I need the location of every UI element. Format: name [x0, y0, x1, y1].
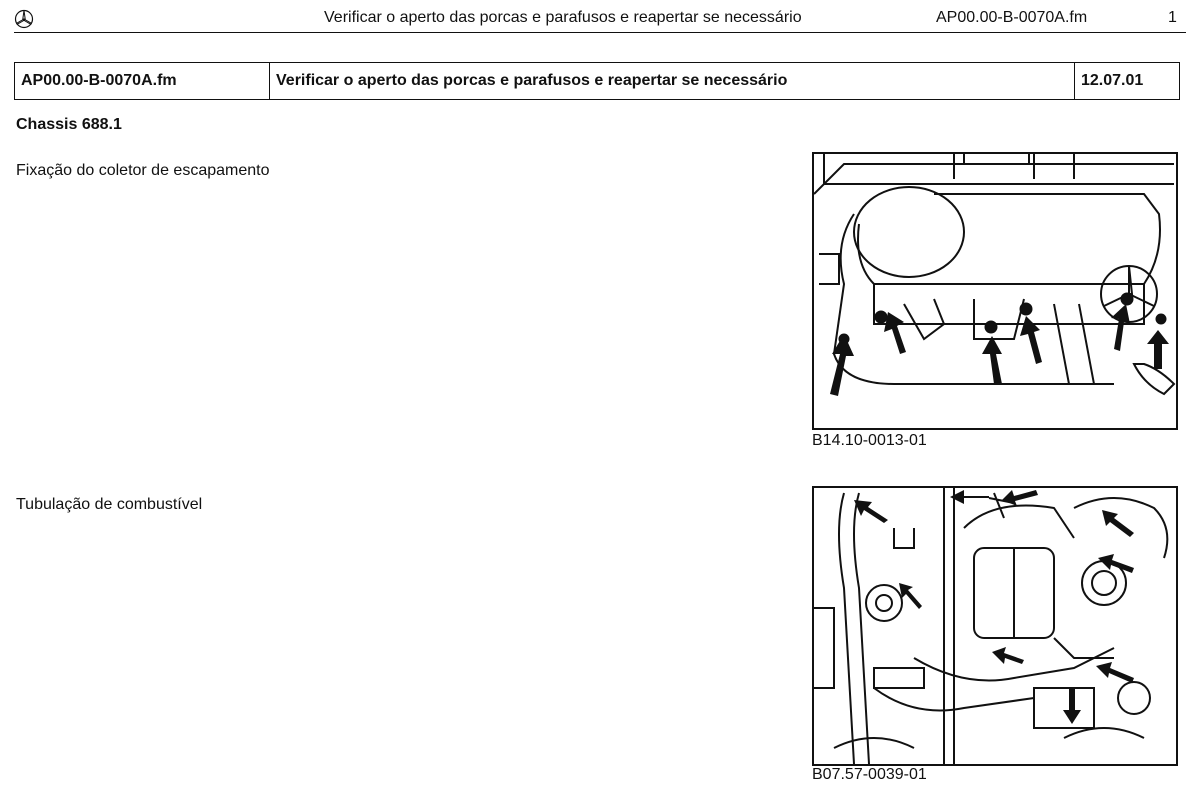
page-header: [0, 0, 1200, 36]
figure-caption-exhaust: B14.10-0013-01: [812, 432, 927, 449]
exhaust-manifold-figure: [812, 152, 1178, 430]
fuel-lines-figure: [812, 486, 1178, 766]
header-rule: [14, 32, 1186, 33]
mercedes-star-icon: [14, 9, 34, 29]
section-label-fuel: Tubulação de combustível: [16, 496, 203, 513]
chassis-heading: Chassis 688.1: [16, 116, 122, 133]
section-label-exhaust: Fixação do coletor de escapamento: [16, 162, 270, 179]
document-info-table: [14, 62, 1180, 100]
fuel-lines-drawing: [814, 488, 1176, 764]
page-number: 1: [1168, 9, 1177, 26]
header-file: AP00.00-B-0070A.fm: [936, 9, 1088, 26]
doc-code-cell: AP00.00-B-0070A.fm: [15, 63, 270, 100]
header-title: Verificar o aperto das porcas e parafusos e reapertar se necessário: [324, 9, 802, 26]
doc-title-cell: Verificar o aperto das porcas e parafusos e reapertar se necessário: [270, 63, 1075, 100]
doc-date-cell: 12.07.01: [1075, 63, 1180, 100]
figure-caption-fuel: B07.57-0039-01: [812, 766, 927, 783]
table-row: [15, 63, 1180, 100]
exhaust-manifold-drawing: [814, 154, 1176, 428]
